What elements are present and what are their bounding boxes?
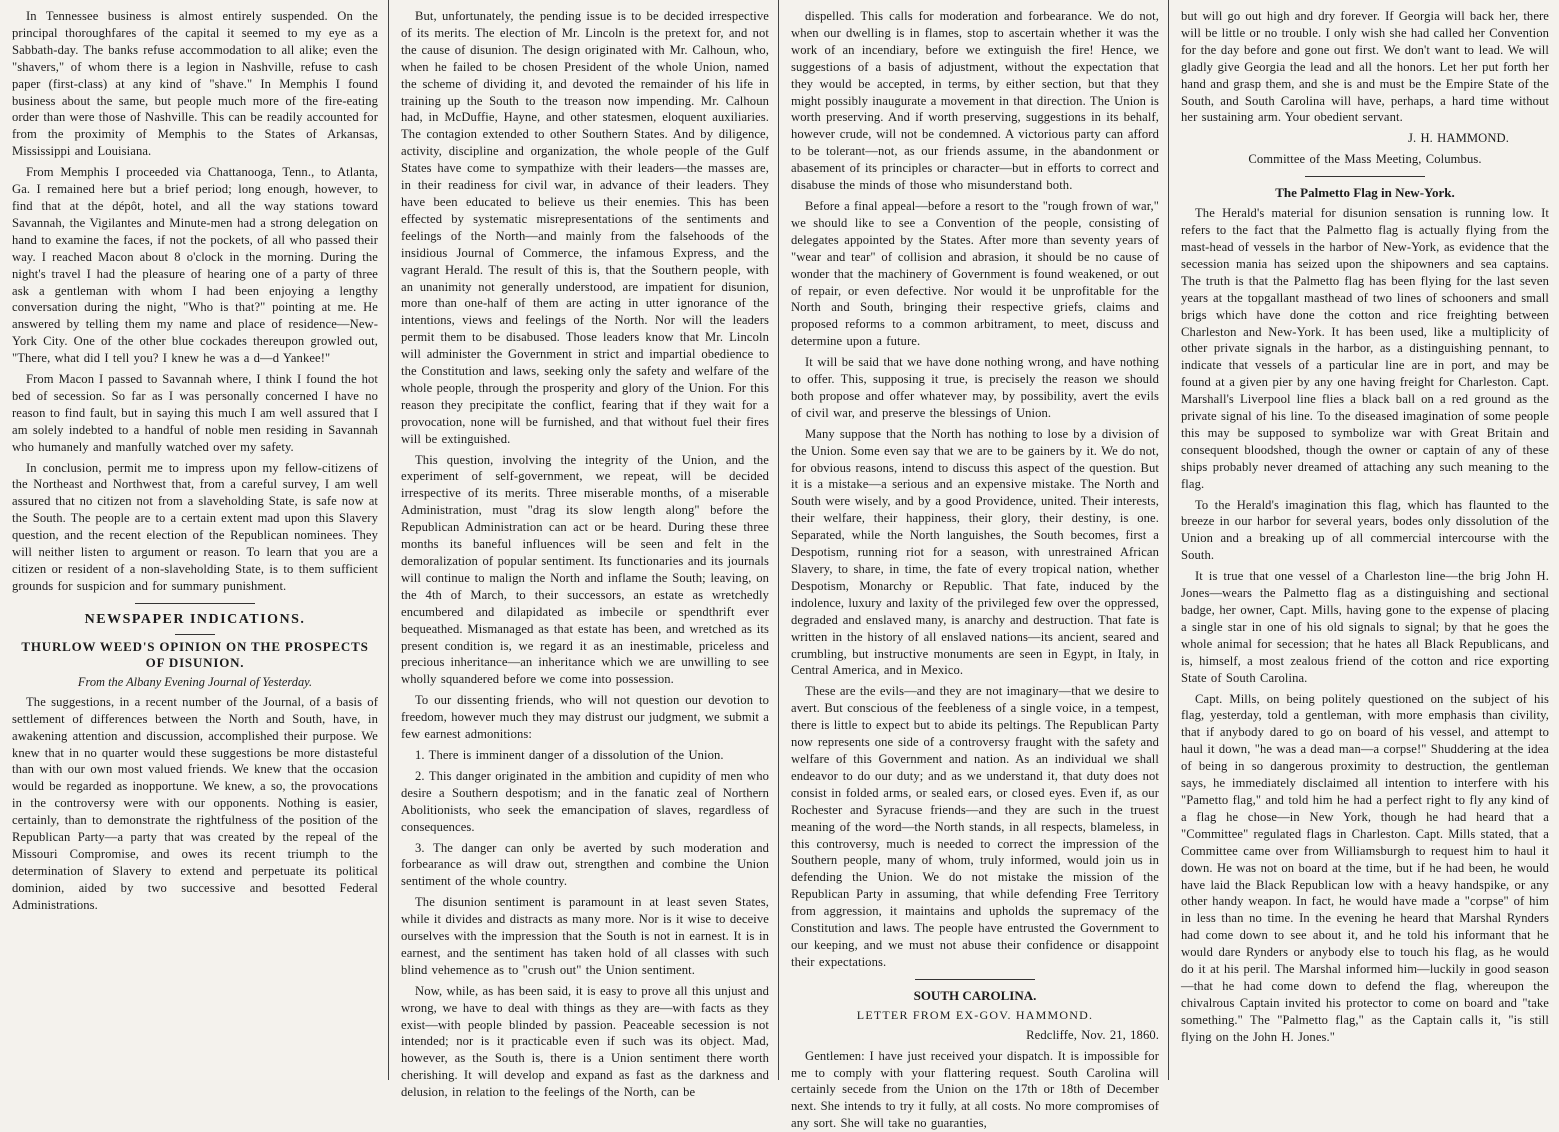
paragraph: dispelled. This calls for moderation and forbearance. We do not, when our dwelling is in flames, stop to ascertain whether it was the work of an incendiary, before we extinguish the fire! Hence, we suggestions of a basis of adjustment, without the expectation that they would be accepted, in terms, by either section, but that they might possibly inaugurate a movement in that direction. The Union is worth preserving. And if worth preserving, suggestions in its behalf, however crude, will not be condemned. A victorious party can afford to be tolerant—not, as our friends assume, in the abandonment or abasement of its principles or character—but in efforts to correct and disabuse the minds of those who misunderstand both. (791, 9, 1159, 193)
paragraph: Now, while, as has been said, it is easy to prove all this unjust and wrong, we have to deal with things as they are—with facts as they exist—with people blinded by passion. Peaceable secession is not intended; nor is it practicable even if such was its object. Mad, however, as the South is, there is a Union sentiment there worth cherishing. It will develop and expand as fast as the darkness and delusion, in relation to the feelings of the North, can be (401, 983, 769, 1100)
paragraph: These are the evils—and they are not imaginary—that we desire to avert. But conscious of the feebleness of a single voice, in a tempest, there is little to expect but to abide its peltings. The Republican Party now represents one side of a controversy fraught with the safety and welfare of this Government and nation. As an individual we shall endeavor to do our duty; and as we understand it, that duty does not consist in folded arms, or sealed ears, or closed eyes. Even if, as our Rochester and Syracuse friends—and they are such in the truest meaning of the word—the North stands, in all respects, blameless, in this controversy, much is needed to correct the impression of the Southern people, many of whom, truly informed, would join us in defending the Union. We do not mistake the mission of the Republican Party in assuming, that while defending Free Territory from aggression, it maintains and upholds the supremacy of the Constitution and laws. The people have entrusted the Government to our keeping, and we must not abuse their confidence or disappoint their expectations. (791, 684, 1159, 969)
paragraph: 2. This danger originated in the ambition and cupidity of men who desire a Southern despotism; and in the fanatic zeal of Northern Abolitionists, who seek the emancipation of slaves, regardless of consequences. (401, 768, 769, 834)
paragraph: 3. The danger can only be averted by such moderation and forbearance as will draw out, strengthen and combine the Union sentiment of the whole country. (401, 840, 769, 889)
article-source: From the Albany Evening Journal of Yesterday. (77, 674, 313, 689)
divider (135, 603, 255, 604)
paragraph: The Herald's material for disunion sensation is running low. It refers to the fact that the Palmetto flag is actually flying from the mast-head of vessels in the harbor of New-York, as evidence that the secession mania has seized upon the shipowners and sea captains. The truth is that the Palmetto flag has been flying for the last seven years at the topgallant masthead of two lines of schooners and small brigs which have done the cotton and rice freighting between Charleston and New-York. It has been used, like a multiplicity of other private signals in the harbor, as a distinguishing pennant, to indicate that vessels of a particular line are in port, and may be found at a given pier by any one having freight for Charleston. Capt. Marshall's Liverpool line flies a black ball on a red ground as the private signal of his line. To the diseased imagination of some people this may be supposed to symbolize war with Great Britain and consequent bloodshed, though the owner or captain of any of these ships probably never dreamed of attaching any such meaning to the flag. (1181, 206, 1549, 491)
signature-addressee: Committee of the Mass Meeting, Columbus. (1248, 152, 1482, 167)
paragraph: This question, involving the integrity of the Union, and the experiment of self-government, we repeat, will be decided irrespective of its merits. Three miserable months, of a miserable Administration, must "drag its slow length along" before the Republican Administration can act or be heard. During these three months its baneful influences will be seen and felt in the demoralization of popular sentiment. Its functionaries and its journals will continue to malign the North and inflame the South; leaving, on the 4th of March, to their successors, an estate as wretchedly encumbered and dilapidated as imbecile or spendthrift ever bequeathed. Mismanaged as that estate has been, and wretched as its present condition is, we regard it as an inestimable, priceless and precious inheritance—an inheritance which we are unwilling to see wholly squandered before we come into possession. (401, 452, 769, 687)
section-heading: NEWSPAPER INDICATIONS. (84, 611, 306, 627)
paragraph: From Macon I passed to Savannah where, I think I found the hot bed of secession. So far as I was personally concerned I have no reason to find fault, but in saying this much I am well assured that I am solely indebted to a handful of noble men residing in Savannah who humanely and manfully watched over my safety. (12, 372, 378, 454)
paragraph: 1. There is imminent danger of a dissolution of the Union. (415, 747, 724, 762)
paragraph: In conclusion, permit me to impress upon my fellow-citizens of the Northeast and Northwest that, from a careful survey, I am well assured that no citizen not from a slaveholding State, is safe now at the South. The people are to a certain extent mad upon this Slavery question, and the recent election of the Republican nominees. They will neither listen to argument or reason. To learn that you are a citizen or resident of a non-slaveholding State, is to them sufficient grounds for suspicion and for summary punishment. (12, 460, 378, 593)
paragraph: Before a final appeal—before a resort to the "rough frown of war," we should like to see a Convention of the people, consisting of delegates appointed by the States. After more than seventy years of "wear and tear" of collision and abrasion, it should be no cause of wonder that the machinery of Government is found weakened, or out of repair, or even defective. Nor would it be unprofitable for the North and South, bringing their respective griefs, claims and proposed reforms to a common arbitrament, to meet, discuss and determine upon a future. (791, 198, 1159, 349)
paragraph: To our dissenting friends, who will not question our devotion to freedom, however much they may distrust our judgment, we submit a few earnest admonitions: (401, 693, 769, 742)
column-4 (1169, 0, 1559, 1080)
signature: J. H. HAMMOND. (1407, 131, 1509, 146)
divider (1305, 176, 1425, 177)
article-title: THURLOW WEED'S OPINION ON THE PROSPECTS OF DISUNION. (21, 638, 369, 670)
paragraph: It will be said that we have done nothing wrong, and have nothing to offer. This, supposing it true, is precisely the reason we should both propose and offer whatever may, by possibility, avert the evils of civil war, and preserve the blessings of Union. (791, 355, 1159, 420)
paragraph: Gentlemen: I have just received your dispatch. It is impossible for me to comply with your flattering request. South Carolina will certainly secede from the Union on the 17th or 18th of December next. She intends to try it fully, at all costs. No more compromises of any sort. She will take no guaranties, (791, 1048, 1159, 1131)
column-2 (389, 0, 779, 1100)
article-title: The Palmetto Flag in New-York. (1275, 185, 1455, 201)
column-1 (0, 0, 388, 1080)
column-3 (779, 0, 1169, 1131)
paragraph: The suggestions, in a recent number of the Journal, of a basis of settlement of differences between the North and South, have, in awakening attention and discussion, accomplished their purpose. We knew that in no quarter would these suggestions be more distasteful than with our own most valued friends. We knew that the occasion would be regarded as inopportune. We knew, a so, the provocations in the controversy were with our opponents. Nothing is easier, certainly, than to demonstrate the rightfulness of the position of the Republican Party—a party that was created by the repeal of the Missouri Compromise, and owes its recent triumph to the determination of Slavery to extend and perpetuate its political dominion, aided by two successive and besotted Federal Administrations. (12, 694, 378, 912)
divider (915, 979, 1035, 980)
paragraph: Many suppose that the North has nothing to lose by a division of the Union. Some even say that we are to be gainers by it. We do not, for obvious reasons, intend to discuss this aspect of the question. But it is a mistake—a serious and an expensive mistake. The North and South were wisely, and by a good Providence, united. Their interests, their welfare, their happiness, their glory, their destiny, is one. Separated, while the North languishes, the South becomes, first a Despotism, running riot for a season, with unrestrained African Slavery, to share, in time, the fate of every tropical nation, whether Despotism, Monarchy or Republic. That fate, induced by the indolence, luxury and laxity of the privileged few over the oppressed, degraded and enslaved many, is anarchy and destruction. That fate is written in the history of all enslaved nations—its ancient, seared and crumbling, but instructive monuments are seen in Egypt, in Italy, in Central America, and in Mexico. (791, 426, 1159, 678)
divider (175, 634, 215, 635)
paragraph: It is true that one vessel of a Charleston line—the brig John H. Jones—wears the Palmetto flag as a distinguishing and sectional badge, her owner, Capt. Mills, having gone to the expense of placing a single star in one of his old signals to signal; by that he goes the whole animal for secession; that he hates all Black Republicans, and is, himself, a most zealous friend of the cotton and rice exporting State of South Carolina. (1181, 569, 1549, 685)
paragraph: The disunion sentiment is paramount in at least seven States, while it divides and distracts as many more. Nor is it wise to deceive ourselves with the impression that the South is not in earnest. It is in earnest, and the sentiment has taken hold of all classes with such blind vehemence as to "crush out" the Union sentiment. (401, 895, 769, 977)
paragraph: but will go out high and dry forever. If Georgia will back her, there will be little or no trouble. I only wish she had called her Convention for the day before and gone out first. We don't want to lead. We will gladly give Georgia the lead and all the honors. Let her put forth her hand and grasp them, and she is and must be the Empire State of the South, and South Carolina will have, perhaps, a hard time without her sustaining arm. Your obedient servant. (1181, 9, 1549, 125)
letter-dateline: Redcliffe, Nov. 21, 1860. (1026, 1027, 1159, 1042)
paragraph: But, unfortunately, the pending issue is to be decided irrespective of its merits. The election of Mr. Lincoln is the pretext for, and not the cause of disunion. The design originated with Mr. Calhoun, who, when he failed to be chosen President of the whole Union, named the scheme of dividing it, and devoted the remainder of his life in training up the South to the treason now impending. Mr. Calhoun had, in McDuffie, Hayne, and other statesmen, eloquent auxiliaries. The contagion extended to other Southern States. And by diligence, activity, discipline and organization, the whole people of the Gulf States have come to sympathize with their leaders—the masses are, in their readiness for civil war, in advance of their leaders. They have been educated to believe us their enemies. This has been effected by systematic misrepresentations of the sentiments and feelings of the North—and mainly from the falsehoods of the insidious Journal of Commerce, the infamous Express, and the vagrant Herald. The result of this is, that the Southern people, with an unanimity not generally understood, are impatient for disunion, more than one-half of them are acting in utter ignorance of the intentions, views and feelings of the North. Nor will the leaders permit them to be disabused. Those leaders know that Mr. Lincoln will administer the Government in strict and impartial obedience to the Constitution and laws, seeking only the safety and welfare of the whole people, through the prosperity and glory of the Union. For this reason they precipitate the conflict, fearing that if they wait for a provocation, none will be furnished, and that without fuel their fires will be extinguished. (401, 9, 769, 446)
section-heading: SOUTH CAROLINA. (913, 987, 1037, 1003)
paragraph: Capt. Mills, on being politely questioned on the subject of his flag, yesterday, told a gentleman, with more emphasis than civility, that if anybody dared to go on board of his vessel, and attempt to haul it down, "he was a dead man—a corpse!" Shuddering at the idea of being in so dangerous proximity to destruction, the gentleman says, he immediately disclaimed all intention to interfere with his "Pametto flag," and told him he had a perfect right to fly any kind of a flag he chose—in New York, though he had heard that a "Committee" regulated flags in Charleston. Capt. Mills stated, that a Committee came over from Williamsburgh to request him to haul it down. He was not on board at the time, but if he had been, he would have laid the Black Republican low with a heavy handspike, or any other handy weapon. In fact, he would have made a "corpse" of him in less than no time. In the evening he heard that Marshal Rynders had come down to see about it, and he told his informant that he would dare Rynders or anybody else to touch his flag, as he would do it at his peril. The Marshal informed him—luckily in good season—that he had come down to defend the flag, whereupon the chivalrous Captain invited his protector to come on board and "take something." The "Palmetto flag," as the Captain calls it, "is still flying on the John H. Jones." (1181, 691, 1549, 1044)
letter-title: LETTER FROM EX-GOV. HAMMOND. (856, 1007, 1094, 1022)
paragraph: In Tennessee business is almost entirely suspended. On the principal thoroughfares of the capital it seemed to my eye as a Sabbath-day. The banks refuse accommodation to all alike; even the "shavers," of whom there is a legion in Nashville, refuse to cash paper (first-class) at any kind of "shave." In Memphis I found business about the same, but people much more of the fire-eating order than were those of Nashville. This can be readily accounted for from the proximity of Memphis to the States of Arkansas, Mississippi and Louisiana. (12, 9, 378, 159)
paragraph: To the Herald's imagination this flag, which has flaunted to the breeze in our harbor for several years, bodes only dissolution of the Union and a breaking up of all commercial intercourse with the South. (1181, 497, 1549, 563)
paragraph: From Memphis I proceeded via Chattanooga, Tenn., to Atlanta, Ga. I remained here but a brief period; long enough, however, to find that at the dépôt, hotel, and all the way stations toward Savannah, the Vigilantes and Minute-men had a strong delegation on hand to examine the faces, if not the pockets, of all who passed their way. I reached Macon about 8 o'clock in the morning. During the night's travel I had the pleasure of hearing one of a party of three ask a gentleman with whom I had been enjoying a lengthy conversation during the night, "Who is that?" pointing at me. He answered by telling them my name and place of residence—New-York City. One of the other blue cockades thereupon growled out, "There, what did I tell you? I knew he was a d—d Yankee!" (12, 165, 378, 366)
